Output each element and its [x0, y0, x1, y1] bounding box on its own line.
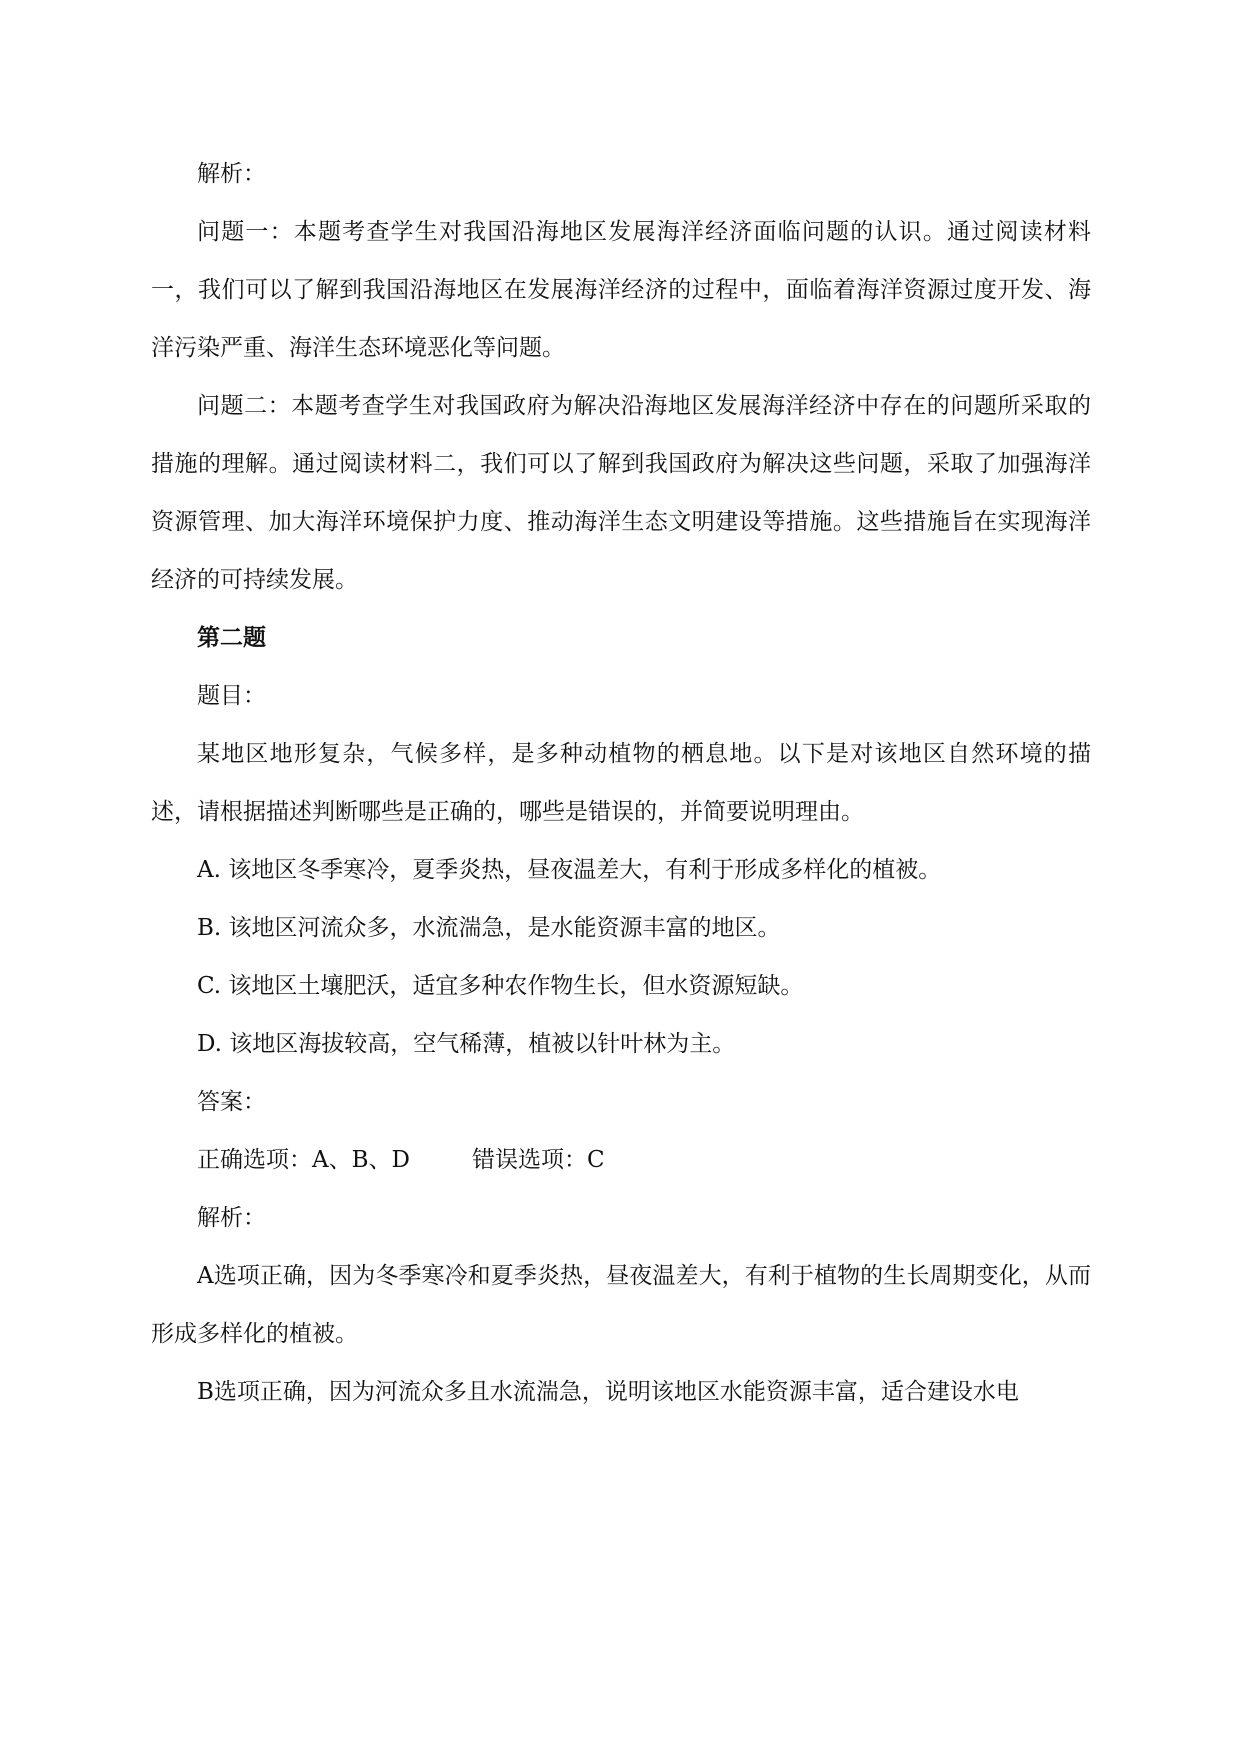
- option-d: D. 该地区海拔较高，空气稀薄，植被以针叶林为主。: [197, 1031, 736, 1057]
- question-stem: 某地区地形复杂，气候多样，是多种动植物的栖息地。以下是对该地区自然环境的描述，请根据描述判断哪些是正确的，哪些是错误的，并简要说明理由。: [151, 741, 1091, 825]
- option-c: C. 该地区土壤肥沃，适宜多种农作物生长，但水资源短缺。: [197, 973, 804, 999]
- question-label: 题目：: [197, 683, 266, 709]
- answer-line: [151, 1131, 1091, 1189]
- analysis-label: 解析：: [197, 161, 266, 187]
- section-heading: 第二题: [197, 625, 266, 651]
- option-b: B. 该地区河流众多，水流湍急，是水能资源丰富的地区。: [197, 915, 781, 941]
- option-a: A. 该地区冬季寒冷，夏季炎热，昼夜温差大，有利于形成多样化的植被。: [197, 857, 942, 883]
- correct-options: 正确选项：A、B、D: [197, 1147, 410, 1173]
- option-a-analysis: A选项正确，因为冬季寒冷和夏季炎热，昼夜温差大，有利于植物的生长周期变化，从而形成多样化的植被。: [151, 1263, 1091, 1347]
- wrong-options: 错误选项：C: [471, 1147, 605, 1173]
- analysis-label-2: 解析：: [197, 1205, 266, 1231]
- question-two-analysis: 问题二：本题考查学生对我国政府为解决沿海地区发展海洋经济中存在的问题所采取的措施的理解。通过阅读材料二，我们可以了解到我国政府为解决这些问题，采取了加强海洋资源管理、加大海洋环境保护力度、推动海洋生态文明建设等措施。这些措施旨在实现海洋经济的可持续发展。: [151, 393, 1091, 593]
- answer-label: 答案：: [197, 1089, 266, 1115]
- option-b-analysis: B选项正确，因为河流众多且水流湍急，说明该地区水能资源丰富，适合建设水电: [197, 1379, 1019, 1405]
- question-one-analysis: 问题一：本题考查学生对我国沿海地区发展海洋经济面临问题的认识。通过阅读材料一，我们可以了解到我国沿海地区在发展海洋经济的过程中，面临着海洋资源过度开发、海洋污染严重、海洋生态环境恶化等问题。: [151, 219, 1091, 361]
- document-body: [151, 145, 1091, 1421]
